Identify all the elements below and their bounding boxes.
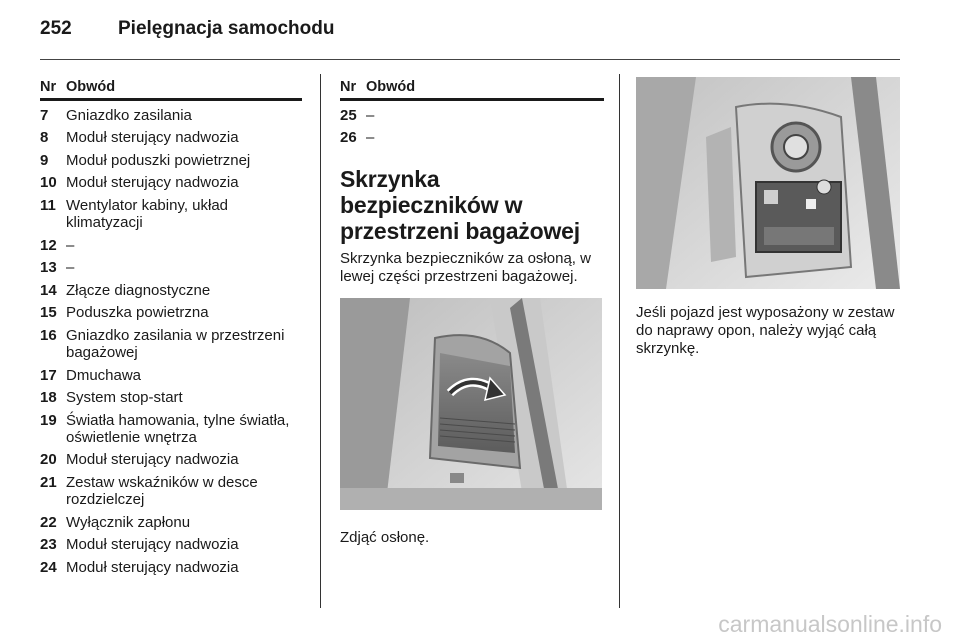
circuit-name: Moduł poduszki powietrznej bbox=[66, 151, 251, 169]
table-row bbox=[40, 282, 302, 299]
circuit-name: – bbox=[66, 259, 75, 277]
fuse-number: 19 bbox=[40, 411, 57, 429]
circuit-name: Wyłącznik zapłonu bbox=[66, 513, 191, 531]
table-header bbox=[340, 79, 604, 101]
table-row bbox=[40, 514, 302, 531]
column-header-circuit: Obwód bbox=[366, 79, 416, 95]
table-row bbox=[40, 451, 302, 468]
fuse-number: 9 bbox=[40, 151, 49, 169]
table-row bbox=[40, 559, 302, 576]
fuse-number: 26 bbox=[340, 129, 357, 147]
column-header-nr: Nr bbox=[340, 79, 357, 95]
table-row bbox=[40, 327, 302, 361]
table-body bbox=[40, 107, 302, 576]
circuit-name: – bbox=[366, 129, 375, 147]
circuit-name: Poduszka powietrzna bbox=[66, 304, 209, 322]
table-row bbox=[40, 536, 302, 553]
table-body bbox=[340, 107, 604, 147]
column-header-circuit: Obwód bbox=[66, 79, 116, 95]
circuit-name: Światła hamowania, tylne światła, oświetlenie wnętrza bbox=[66, 411, 290, 446]
fuse-number: 14 bbox=[40, 281, 57, 299]
fuse-box-photo bbox=[636, 77, 900, 289]
circuit-name: Dmuchawa bbox=[66, 366, 142, 384]
fuse-number: 7 bbox=[40, 106, 49, 124]
circuit-name: System stop-start bbox=[66, 389, 183, 407]
fuse-number: 16 bbox=[40, 326, 57, 344]
table-row bbox=[40, 174, 302, 191]
figure-caption: Zdjąć osłonę. bbox=[340, 529, 430, 547]
table-row bbox=[40, 304, 302, 321]
circuit-name: Wentylator kabiny, układ klimatyzacji bbox=[66, 196, 229, 231]
fuse-number: 22 bbox=[40, 513, 57, 531]
table-row bbox=[340, 107, 604, 124]
column-header-nr: Nr bbox=[40, 79, 57, 95]
circuit-name: Złącze diagnostyczne bbox=[66, 281, 211, 299]
circuit-name: Gniazdko zasilania bbox=[66, 106, 192, 124]
fuse-number: 17 bbox=[40, 366, 57, 384]
figure-caption: Jeśli pojazd jest wyposażony w zestaw do naprawy opon, należy wyjąć całą skrzynkę. bbox=[636, 304, 895, 357]
right-column bbox=[636, 79, 900, 373]
fuse-number: 13 bbox=[40, 259, 57, 277]
circuit-name: Zestaw wskaźników w desce rozdzielczej bbox=[66, 473, 258, 508]
circuit-name: Moduł sterujący nadwozia bbox=[66, 451, 239, 469]
fuse-table-left bbox=[40, 79, 302, 576]
circuit-name: Moduł sterujący nadwozia bbox=[66, 536, 239, 554]
section-heading: Skrzynka bezpieczników w przestrzeni bagażowej bbox=[340, 166, 580, 245]
table-row bbox=[40, 197, 302, 231]
fuse-number: 12 bbox=[40, 236, 57, 254]
fuse-number: 20 bbox=[40, 451, 57, 469]
table-row bbox=[40, 389, 302, 406]
fuse-number: 11 bbox=[40, 196, 56, 214]
table-row bbox=[40, 237, 302, 254]
page-header bbox=[40, 18, 334, 46]
circuit-name: Moduł sterujący nadwozia bbox=[66, 174, 239, 192]
fuse-number: 23 bbox=[40, 536, 57, 554]
fuse-number: 25 bbox=[340, 106, 357, 124]
table-row bbox=[40, 367, 302, 384]
table-row bbox=[40, 107, 302, 124]
fuse-number: 24 bbox=[40, 558, 57, 576]
fuse-number: 8 bbox=[40, 129, 49, 147]
table-row bbox=[40, 412, 302, 446]
section-intro: Skrzynka bezpieczników za osłoną, w lewej części przestrzeni bagażowej. bbox=[340, 250, 591, 286]
fuse-cover-photo bbox=[340, 298, 602, 510]
circuit-name: Moduł sterujący nadwozia bbox=[66, 558, 239, 576]
table-row bbox=[40, 152, 302, 169]
table-header bbox=[40, 79, 302, 101]
fuse-number: 18 bbox=[40, 389, 57, 407]
middle-column bbox=[340, 79, 604, 562]
page-title: Pielęgnacja samochodu bbox=[118, 18, 335, 39]
page-number: 252 bbox=[40, 18, 72, 39]
table-row bbox=[40, 474, 302, 508]
column-divider bbox=[320, 74, 321, 608]
table-row bbox=[340, 129, 604, 146]
column-divider bbox=[619, 74, 620, 608]
fuse-number: 21 bbox=[40, 473, 57, 491]
watermark: carmanualsonline.info bbox=[718, 611, 942, 637]
header-divider bbox=[40, 59, 900, 60]
table-row bbox=[40, 129, 302, 146]
fuse-number: 10 bbox=[40, 174, 57, 192]
circuit-name: – bbox=[66, 236, 75, 254]
circuit-name: – bbox=[366, 106, 375, 124]
circuit-name: Moduł sterujący nadwozia bbox=[66, 129, 239, 147]
table-row bbox=[40, 259, 302, 276]
circuit-name: Gniazdko zasilania w przestrzeni bagażowej bbox=[66, 326, 285, 361]
fuse-number: 15 bbox=[40, 304, 57, 322]
